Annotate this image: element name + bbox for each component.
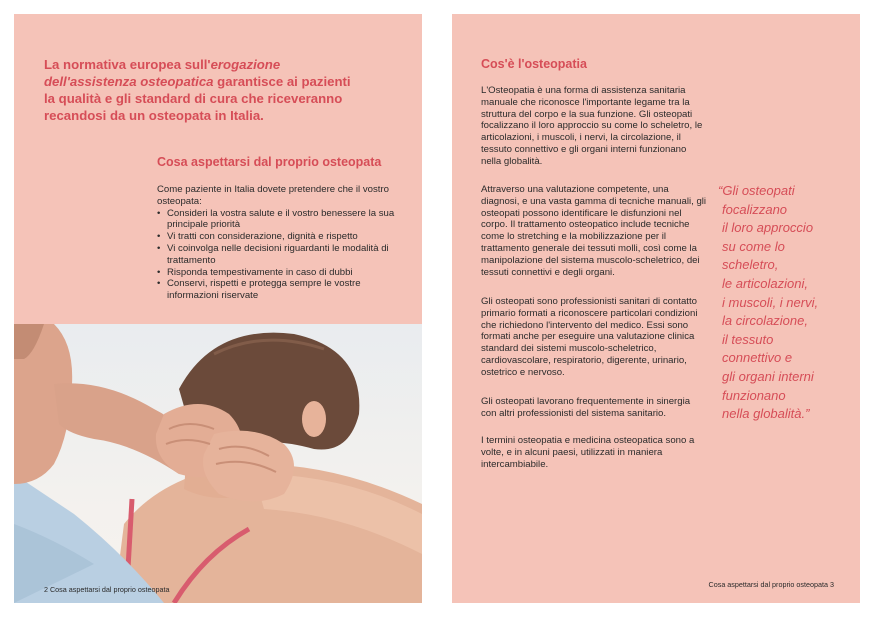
section-title-osteopathy: Cos'è l'osteopatia [481,57,587,71]
list-item: • Risponda tempestivamente in caso di dubbi [157,267,397,279]
list-item: • Conservi, rispetti e protegga sempre le vostre informazioni riservate [157,278,397,302]
treatment-photo-illustration [14,324,422,603]
paragraph [481,296,707,379]
pull-quote [718,182,856,424]
pull-quote-line: funzionano [722,387,786,403]
intro-statement [44,56,364,124]
pull-quote-line: “Gli osteopati [718,183,795,198]
expectations-lead: Come paziente in Italia dovete pretendere che il vostro osteopata: [157,184,389,207]
intro-part-3: garantisce ai pazienti la qualità e gli standard di cura che riceveranno recandosi da un osteopata in Italia. [44,74,351,123]
paragraph [481,396,707,420]
pull-quote-line: nella globalità.” [722,406,810,422]
left-page [14,14,422,603]
paragraph [481,184,707,278]
pull-quote-line: i muscoli, i nervi, [722,294,819,310]
pull-quote-line: la circolazione, [722,313,808,329]
paragraph [481,85,707,168]
pull-quote-line: gli organi interni [722,368,814,384]
paragraph-text: Attraverso una valutazione competente, una diagnosi, e una vasta gamma di tecniche manuali, gli osteopati possono identificare le disfunzioni nel corpo. Il trattamento osteopatico include tecniche come lo stretching e la mobilizzazione per il trattamento generale dei tessuti molli, così come la manipolazione del sistema muscolo-scheletrico, dei tessuti connettivi e degli organi. [481,184,707,278]
right-page [452,14,860,603]
pull-quote-line: il tessuto [722,331,774,347]
page-footer-left: 2 Cosa aspettarsi dal proprio osteopata [44,585,170,594]
paragraph [481,435,707,470]
paragraph-text: Gli osteopati lavorano frequentemente in sinergia con altri professionisti del sistema sanitario. [481,396,691,419]
pull-quote-line: il loro approccio [722,220,814,236]
list-item: • Consideri la vostra salute e il vostro benessere la sua principale priorità [157,208,397,232]
pull-quote-line: connettivo e [722,350,793,366]
pull-quote-line: scheletro, [722,257,779,273]
expectations-body [157,184,397,302]
page-footer-right: Cosa aspettarsi dal proprio osteopata 3 [708,580,834,589]
pull-quote-line: focalizzano [722,201,788,217]
expectations-list [157,208,397,302]
treatment-photo [14,324,422,603]
paragraph-text: I termini osteopatia e medicina osteopatica sono a volte, e in alcuni paesi, utilizzati in maniera intercambiabile. [481,435,695,470]
paragraph-text: Gli osteopati sono professionisti sanitari di contatto primario formati a riconoscere particolari condizioni che richiedono l'intervento del medico. Essi sono formati anche per eseguire una valutazione clinica standard dei sistemi muscolo-scheletrico, cardiovascolare, respiratorio, digerente, urinario, ostetrico e nervoso. [481,296,698,378]
intro-part-2-italic: erogazione dell'assistenza osteopatica [44,57,281,89]
intro-part-1: La normativa europea sull' [44,57,211,72]
list-item: • Vi coinvolga nelle decisioni riguardanti le modalità di trattamento [157,243,397,267]
paragraph-text: L'Osteopatia è una forma di assistenza sanitaria manuale che riconosce l'importante legame tra la struttura del corpo e la sua funzione. Gli osteopati focalizzano il loro approccio su come lo scheletro, le articolazioni, i muscoli, i nervi, la circolazione, il tessuto connettivo e gli organi interni funzionano nella globalità. [481,85,703,167]
pull-quote-line: le articolazioni, [722,275,808,291]
pull-quote-line: su come lo [722,238,785,254]
list-item: • Vi tratti con considerazione, dignità e rispetto [157,231,397,243]
section-title-expectations: Cosa aspettarsi dal proprio osteopata [157,155,382,169]
